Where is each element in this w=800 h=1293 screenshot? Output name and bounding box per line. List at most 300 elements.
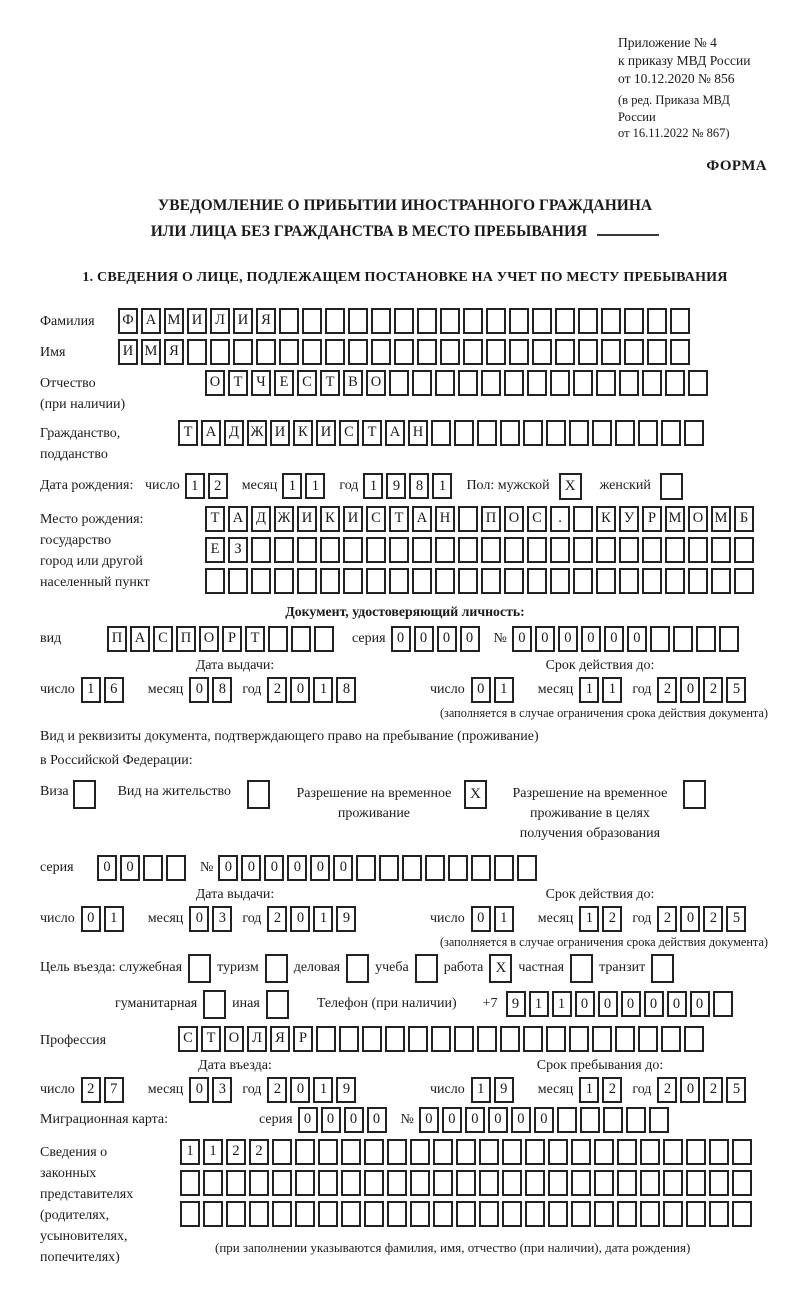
char-box[interactable]	[433, 1201, 453, 1227]
char-box[interactable]	[732, 1201, 752, 1227]
char-box[interactable]	[546, 1026, 566, 1052]
char-box[interactable]	[713, 991, 733, 1017]
gender-male-checkbox[interactable]: X	[559, 473, 582, 500]
char-box[interactable]	[456, 1139, 476, 1165]
char-box[interactable]: 1	[313, 677, 333, 703]
char-box[interactable]	[670, 339, 690, 365]
char-box[interactable]	[435, 537, 455, 563]
purpose-transit-checkbox[interactable]	[651, 954, 674, 983]
char-box[interactable]	[573, 370, 593, 396]
char-box[interactable]: М	[711, 506, 731, 532]
char-box[interactable]	[339, 1026, 359, 1052]
char-box[interactable]	[719, 626, 739, 652]
char-box[interactable]	[596, 370, 616, 396]
char-box[interactable]: Т	[205, 506, 225, 532]
char-box[interactable]	[440, 308, 460, 334]
char-box[interactable]: О	[224, 1026, 244, 1052]
char-box[interactable]	[318, 1139, 338, 1165]
char-box[interactable]	[649, 1107, 669, 1133]
char-box[interactable]: 5	[726, 677, 746, 703]
char-box[interactable]	[527, 568, 547, 594]
char-box[interactable]: О	[205, 370, 225, 396]
char-box[interactable]	[479, 1139, 499, 1165]
char-box[interactable]	[550, 568, 570, 594]
char-box[interactable]	[166, 855, 186, 881]
char-box[interactable]: Ж	[274, 506, 294, 532]
char-box[interactable]: 0	[581, 626, 601, 652]
char-box[interactable]	[732, 1139, 752, 1165]
char-box[interactable]: А	[412, 506, 432, 532]
char-box[interactable]	[366, 537, 386, 563]
char-box[interactable]: Т	[178, 420, 198, 446]
char-box[interactable]: 0	[120, 855, 140, 881]
char-box[interactable]: 1	[529, 991, 549, 1017]
char-box[interactable]: 0	[189, 1077, 209, 1103]
char-box[interactable]: К	[596, 506, 616, 532]
char-box[interactable]	[228, 568, 248, 594]
char-box[interactable]	[624, 308, 644, 334]
char-box[interactable]: 1	[305, 473, 325, 499]
char-box[interactable]: 9	[336, 1077, 356, 1103]
char-box[interactable]: 1	[552, 991, 572, 1017]
char-box[interactable]: 1	[579, 677, 599, 703]
char-box[interactable]: 0	[680, 677, 700, 703]
char-box[interactable]	[458, 506, 478, 532]
char-box[interactable]: И	[297, 506, 317, 532]
char-box[interactable]: 1	[203, 1139, 223, 1165]
char-box[interactable]	[617, 1139, 637, 1165]
char-box[interactable]	[249, 1201, 269, 1227]
char-box[interactable]	[527, 537, 547, 563]
char-box[interactable]: 0	[391, 626, 411, 652]
char-box[interactable]	[734, 537, 754, 563]
char-box[interactable]: У	[619, 506, 639, 532]
char-box[interactable]: 0	[241, 855, 261, 881]
char-box[interactable]: 0	[290, 906, 310, 932]
char-box[interactable]	[555, 308, 575, 334]
char-box[interactable]	[532, 339, 552, 365]
purpose-study-checkbox[interactable]	[415, 954, 438, 983]
char-box[interactable]	[343, 537, 363, 563]
char-box[interactable]	[279, 339, 299, 365]
char-box[interactable]	[387, 1139, 407, 1165]
char-box[interactable]: 0	[442, 1107, 462, 1133]
char-box[interactable]: А	[228, 506, 248, 532]
char-box[interactable]: 2	[226, 1139, 246, 1165]
char-box[interactable]	[619, 537, 639, 563]
char-box[interactable]	[291, 626, 311, 652]
char-box[interactable]: 0	[344, 1107, 364, 1133]
char-box[interactable]	[463, 339, 483, 365]
char-box[interactable]: С	[178, 1026, 198, 1052]
char-box[interactable]	[364, 1201, 384, 1227]
char-box[interactable]	[504, 568, 524, 594]
char-box[interactable]	[617, 1170, 637, 1196]
char-box[interactable]	[272, 1170, 292, 1196]
char-box[interactable]	[555, 339, 575, 365]
char-box[interactable]: 0	[488, 1107, 508, 1133]
char-box[interactable]	[548, 1201, 568, 1227]
char-box[interactable]: 2	[703, 1077, 723, 1103]
char-box[interactable]	[615, 420, 635, 446]
char-box[interactable]: 1	[579, 1077, 599, 1103]
char-box[interactable]: Л	[247, 1026, 267, 1052]
char-box[interactable]	[226, 1170, 246, 1196]
char-box[interactable]	[481, 537, 501, 563]
char-box[interactable]	[573, 506, 593, 532]
char-box[interactable]	[302, 339, 322, 365]
char-box[interactable]	[314, 626, 334, 652]
char-box[interactable]	[249, 1170, 269, 1196]
char-box[interactable]: 1	[432, 473, 452, 499]
char-box[interactable]	[435, 568, 455, 594]
char-box[interactable]	[734, 568, 754, 594]
char-box[interactable]	[348, 308, 368, 334]
char-box[interactable]	[550, 370, 570, 396]
purpose-business-checkbox[interactable]	[346, 954, 369, 983]
char-box[interactable]	[187, 339, 207, 365]
char-box[interactable]: 1	[313, 1077, 333, 1103]
char-box[interactable]	[523, 1026, 543, 1052]
char-box[interactable]: 0	[680, 1077, 700, 1103]
char-box[interactable]	[379, 855, 399, 881]
char-box[interactable]: .	[550, 506, 570, 532]
char-box[interactable]	[435, 370, 455, 396]
char-box[interactable]: 2	[208, 473, 228, 499]
char-box[interactable]	[509, 308, 529, 334]
char-box[interactable]: 1	[494, 906, 514, 932]
char-box[interactable]: И	[118, 339, 138, 365]
char-box[interactable]	[454, 1026, 474, 1052]
char-box[interactable]: 0	[264, 855, 284, 881]
char-box[interactable]	[709, 1139, 729, 1165]
char-box[interactable]: М	[141, 339, 161, 365]
char-box[interactable]: 5	[726, 906, 746, 932]
char-box[interactable]	[364, 1170, 384, 1196]
char-box[interactable]: 9	[386, 473, 406, 499]
char-box[interactable]	[481, 370, 501, 396]
char-box[interactable]	[688, 568, 708, 594]
char-box[interactable]: П	[107, 626, 127, 652]
char-box[interactable]	[548, 1170, 568, 1196]
char-box[interactable]	[471, 855, 491, 881]
char-box[interactable]: П	[176, 626, 196, 652]
char-box[interactable]	[341, 1201, 361, 1227]
char-box[interactable]: 2	[81, 1077, 101, 1103]
char-box[interactable]	[594, 1139, 614, 1165]
char-box[interactable]: 2	[657, 677, 677, 703]
char-box[interactable]	[665, 370, 685, 396]
char-box[interactable]	[578, 339, 598, 365]
char-box[interactable]	[504, 370, 524, 396]
char-box[interactable]: П	[481, 506, 501, 532]
char-box[interactable]: 0	[321, 1107, 341, 1133]
char-box[interactable]	[295, 1201, 315, 1227]
char-box[interactable]: Т	[362, 420, 382, 446]
char-box[interactable]	[143, 855, 163, 881]
char-box[interactable]: 5	[726, 1077, 746, 1103]
char-box[interactable]	[268, 626, 288, 652]
char-box[interactable]: 0	[621, 991, 641, 1017]
char-box[interactable]: 2	[249, 1139, 269, 1165]
char-box[interactable]	[571, 1201, 591, 1227]
char-box[interactable]	[615, 1026, 635, 1052]
char-box[interactable]	[684, 420, 704, 446]
char-box[interactable]	[569, 420, 589, 446]
char-box[interactable]	[458, 537, 478, 563]
char-box[interactable]: М	[164, 308, 184, 334]
char-box[interactable]: 0	[667, 991, 687, 1017]
char-box[interactable]	[318, 1201, 338, 1227]
char-box[interactable]	[640, 1201, 660, 1227]
char-box[interactable]: 0	[414, 626, 434, 652]
char-box[interactable]	[394, 339, 414, 365]
char-box[interactable]: 0	[81, 906, 101, 932]
char-box[interactable]: 1	[282, 473, 302, 499]
char-box[interactable]: И	[270, 420, 290, 446]
char-box[interactable]: И	[233, 308, 253, 334]
char-box[interactable]	[642, 537, 662, 563]
char-box[interactable]	[594, 1201, 614, 1227]
char-box[interactable]: 0	[535, 626, 555, 652]
char-box[interactable]	[417, 339, 437, 365]
char-box[interactable]	[638, 420, 658, 446]
char-box[interactable]: 2	[703, 906, 723, 932]
char-box[interactable]: 2	[657, 1077, 677, 1103]
char-box[interactable]	[665, 568, 685, 594]
char-box[interactable]: 0	[189, 677, 209, 703]
char-box[interactable]: 8	[336, 677, 356, 703]
char-box[interactable]	[601, 339, 621, 365]
char-box[interactable]: 2	[602, 906, 622, 932]
char-box[interactable]: Ч	[251, 370, 271, 396]
char-box[interactable]	[425, 855, 445, 881]
char-box[interactable]	[389, 537, 409, 563]
char-box[interactable]	[661, 1026, 681, 1052]
char-box[interactable]: 0	[218, 855, 238, 881]
char-box[interactable]	[642, 568, 662, 594]
char-box[interactable]	[525, 1170, 545, 1196]
char-box[interactable]	[385, 1026, 405, 1052]
char-box[interactable]	[341, 1170, 361, 1196]
char-box[interactable]: С	[366, 506, 386, 532]
char-box[interactable]	[624, 339, 644, 365]
char-box[interactable]	[454, 420, 474, 446]
char-box[interactable]: С	[297, 370, 317, 396]
char-box[interactable]	[410, 1170, 430, 1196]
char-box[interactable]: 1	[494, 677, 514, 703]
char-box[interactable]: 0	[310, 855, 330, 881]
char-box[interactable]: 1	[602, 677, 622, 703]
char-box[interactable]: О	[504, 506, 524, 532]
char-box[interactable]	[523, 420, 543, 446]
char-box[interactable]	[596, 568, 616, 594]
char-box[interactable]	[580, 1107, 600, 1133]
char-box[interactable]	[548, 1139, 568, 1165]
char-box[interactable]: 2	[267, 677, 287, 703]
char-box[interactable]	[601, 308, 621, 334]
char-box[interactable]	[325, 339, 345, 365]
char-box[interactable]: Е	[274, 370, 294, 396]
char-box[interactable]	[448, 855, 468, 881]
char-box[interactable]	[688, 370, 708, 396]
char-box[interactable]: 0	[290, 677, 310, 703]
char-box[interactable]	[527, 370, 547, 396]
char-box[interactable]: 0	[471, 677, 491, 703]
char-box[interactable]	[366, 568, 386, 594]
char-box[interactable]	[684, 1026, 704, 1052]
char-box[interactable]	[596, 537, 616, 563]
char-box[interactable]	[302, 308, 322, 334]
char-box[interactable]: 0	[437, 626, 457, 652]
char-box[interactable]	[546, 420, 566, 446]
char-box[interactable]: 0	[511, 1107, 531, 1133]
purpose-tourism-checkbox[interactable]	[265, 954, 288, 983]
char-box[interactable]	[732, 1170, 752, 1196]
char-box[interactable]	[571, 1139, 591, 1165]
char-box[interactable]	[661, 420, 681, 446]
char-box[interactable]	[500, 1026, 520, 1052]
char-box[interactable]	[711, 537, 731, 563]
purpose-official-checkbox[interactable]	[188, 954, 211, 983]
char-box[interactable]: 3	[212, 906, 232, 932]
char-box[interactable]: М	[665, 506, 685, 532]
char-box[interactable]	[650, 626, 670, 652]
char-box[interactable]	[431, 420, 451, 446]
temp-residence-checkbox[interactable]: X	[464, 780, 487, 809]
char-box[interactable]	[573, 568, 593, 594]
char-box[interactable]	[673, 626, 693, 652]
char-box[interactable]	[642, 370, 662, 396]
char-box[interactable]	[517, 855, 537, 881]
char-box[interactable]: Я	[164, 339, 184, 365]
char-box[interactable]: 0	[298, 1107, 318, 1133]
char-box[interactable]: 0	[97, 855, 117, 881]
char-box[interactable]	[477, 1026, 497, 1052]
char-box[interactable]: 0	[604, 626, 624, 652]
char-box[interactable]: К	[293, 420, 313, 446]
char-box[interactable]: 0	[598, 991, 618, 1017]
char-box[interactable]: Т	[245, 626, 265, 652]
char-box[interactable]: 0	[558, 626, 578, 652]
char-box[interactable]	[711, 568, 731, 594]
char-box[interactable]	[477, 420, 497, 446]
char-box[interactable]: А	[141, 308, 161, 334]
temp-residence-education-checkbox[interactable]	[683, 780, 706, 809]
char-box[interactable]	[619, 568, 639, 594]
char-box[interactable]	[686, 1139, 706, 1165]
char-box[interactable]: 0	[419, 1107, 439, 1133]
char-box[interactable]: С	[339, 420, 359, 446]
char-box[interactable]	[362, 1026, 382, 1052]
char-box[interactable]: 1	[471, 1077, 491, 1103]
char-box[interactable]	[203, 1170, 223, 1196]
char-box[interactable]	[410, 1139, 430, 1165]
char-box[interactable]	[417, 308, 437, 334]
char-box[interactable]: Ф	[118, 308, 138, 334]
char-box[interactable]	[594, 1170, 614, 1196]
char-box[interactable]: 0	[465, 1107, 485, 1133]
char-box[interactable]: А	[201, 420, 221, 446]
char-box[interactable]: С	[153, 626, 173, 652]
char-box[interactable]	[686, 1170, 706, 1196]
char-box[interactable]: Д	[251, 506, 271, 532]
char-box[interactable]: И	[316, 420, 336, 446]
char-box[interactable]: А	[130, 626, 150, 652]
char-box[interactable]: Р	[293, 1026, 313, 1052]
char-box[interactable]: А	[385, 420, 405, 446]
char-box[interactable]	[458, 370, 478, 396]
char-box[interactable]: 2	[602, 1077, 622, 1103]
char-box[interactable]	[180, 1170, 200, 1196]
char-box[interactable]: Л	[210, 308, 230, 334]
char-box[interactable]	[412, 568, 432, 594]
char-box[interactable]	[456, 1201, 476, 1227]
char-box[interactable]: Р	[222, 626, 242, 652]
char-box[interactable]	[205, 568, 225, 594]
char-box[interactable]: С	[527, 506, 547, 532]
char-box[interactable]	[502, 1139, 522, 1165]
char-box[interactable]: 0	[575, 991, 595, 1017]
char-box[interactable]	[619, 370, 639, 396]
char-box[interactable]	[371, 308, 391, 334]
char-box[interactable]: Б	[734, 506, 754, 532]
char-box[interactable]: 1	[363, 473, 383, 499]
char-box[interactable]: 0	[287, 855, 307, 881]
char-box[interactable]	[500, 420, 520, 446]
char-box[interactable]	[343, 568, 363, 594]
char-box[interactable]	[638, 1026, 658, 1052]
char-box[interactable]: Я	[270, 1026, 290, 1052]
char-box[interactable]: Т	[320, 370, 340, 396]
char-box[interactable]: 6	[104, 677, 124, 703]
char-box[interactable]: И	[187, 308, 207, 334]
char-box[interactable]	[210, 339, 230, 365]
char-box[interactable]	[663, 1139, 683, 1165]
char-box[interactable]: Т	[389, 506, 409, 532]
char-box[interactable]	[394, 308, 414, 334]
char-box[interactable]	[557, 1107, 577, 1133]
purpose-work-checkbox[interactable]: X	[489, 954, 512, 983]
char-box[interactable]: 0	[290, 1077, 310, 1103]
char-box[interactable]: Р	[642, 506, 662, 532]
char-box[interactable]: Я	[256, 308, 276, 334]
char-box[interactable]	[371, 339, 391, 365]
char-box[interactable]: 1	[185, 473, 205, 499]
char-box[interactable]: 0	[627, 626, 647, 652]
residence-permit-checkbox[interactable]	[247, 780, 270, 809]
char-box[interactable]: 0	[471, 906, 491, 932]
char-box[interactable]	[486, 339, 506, 365]
char-box[interactable]	[233, 339, 253, 365]
purpose-humanitarian-checkbox[interactable]	[203, 990, 226, 1019]
char-box[interactable]	[408, 1026, 428, 1052]
char-box[interactable]: Е	[205, 537, 225, 563]
char-box[interactable]	[663, 1201, 683, 1227]
char-box[interactable]	[431, 1026, 451, 1052]
char-box[interactable]	[402, 855, 422, 881]
char-box[interactable]	[569, 1026, 589, 1052]
char-box[interactable]	[481, 568, 501, 594]
char-box[interactable]	[592, 420, 612, 446]
char-box[interactable]: Д	[224, 420, 244, 446]
char-box[interactable]	[525, 1139, 545, 1165]
char-box[interactable]: К	[320, 506, 340, 532]
char-box[interactable]	[295, 1139, 315, 1165]
char-box[interactable]	[458, 568, 478, 594]
gender-female-checkbox[interactable]	[660, 473, 683, 500]
char-box[interactable]	[387, 1170, 407, 1196]
